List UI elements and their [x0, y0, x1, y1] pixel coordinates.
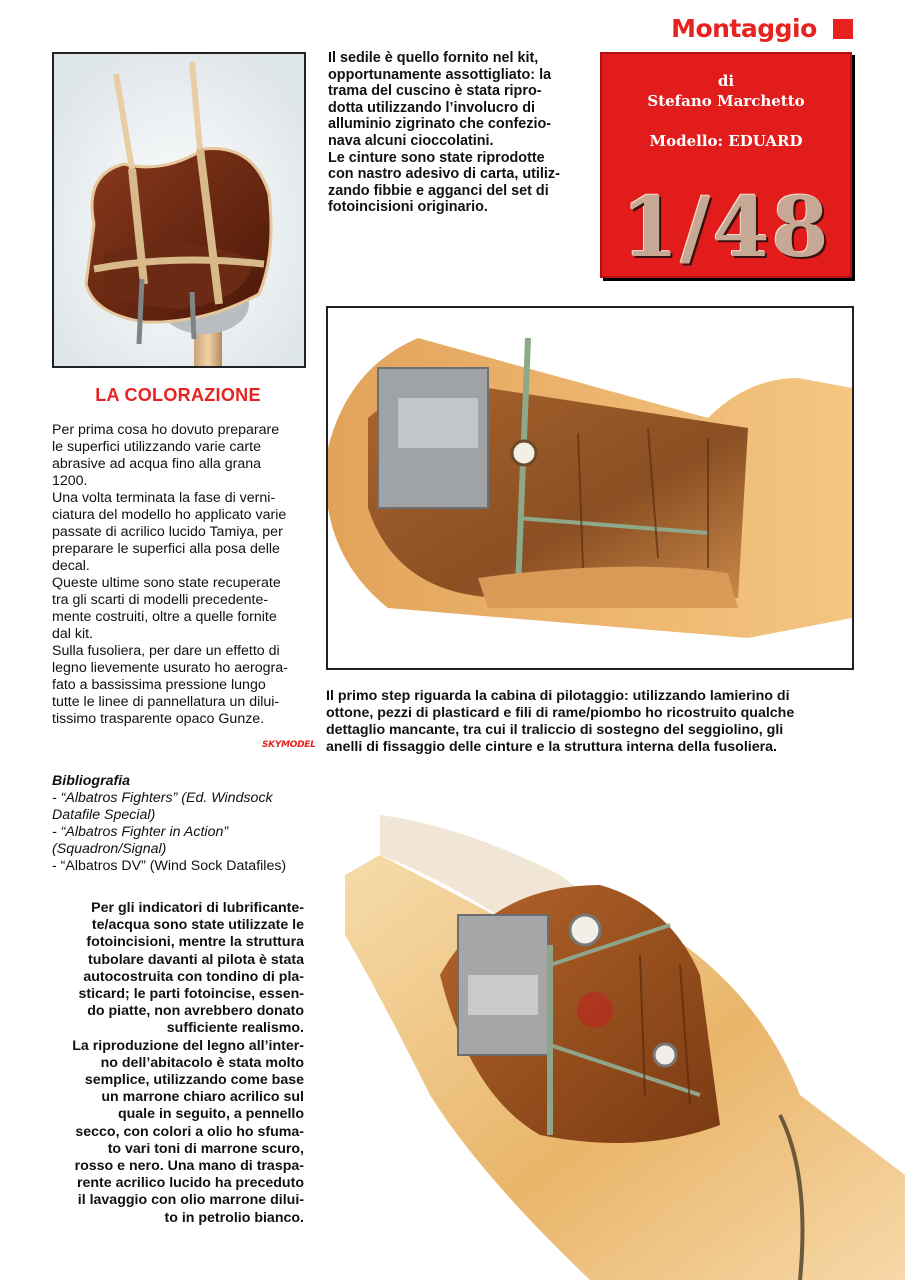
text-line: semplice, utilizzando come base [84, 1072, 304, 1089]
text-line: Per gli indicatori di lubrificante- [91, 900, 304, 916]
text-line: Il sedile è quello fornito nel kit, [328, 50, 539, 66]
square-marker-icon [833, 19, 853, 39]
text-line: le superfici utilizzando varie carte [52, 439, 261, 455]
author-name: Stefano Marchetto [647, 92, 805, 110]
text-line: zando fibbie e agganci del set di [328, 182, 549, 199]
bibliography-entry-cont: (Squadron/Signal) [52, 841, 167, 857]
text-line: autocostruita con tondino di pla- [83, 968, 304, 985]
text-line: to in petrolio bianco. [164, 1209, 304, 1226]
seat-photo [52, 52, 306, 368]
bibliography [52, 773, 304, 875]
coloration-paragraph [52, 422, 304, 728]
text-line: anelli di fissaggio delle cinture e la struttura interna della fusoliera. [326, 739, 777, 755]
text-line: Il primo step riguarda la cabina di pilotaggio: utilizzando lamierino di [326, 688, 790, 704]
text-line: te/acqua sono state utilizzate le [91, 917, 304, 934]
text-line: decal. [52, 558, 90, 574]
scale-label: 1/48 [621, 180, 831, 276]
text-line: Per prima cosa ho dovuto preparare [52, 422, 280, 438]
text-line: ciatura del modello ho applicato varie [52, 507, 287, 523]
text-line: Queste ultime sono state recuperate [52, 575, 281, 591]
section-label: Montaggio [671, 14, 853, 43]
text-line: alluminio zigrinato che confezio- [328, 116, 552, 133]
credit-box [600, 52, 852, 278]
bibliography-entry: - “Albatros Fighter in Action” [52, 824, 229, 840]
text-line: tutte le linee di pannellatura un dilui- [52, 694, 280, 710]
text-line: fotoincisioni originario. [328, 199, 488, 216]
skymodel-signature: SKYMODEL [262, 740, 316, 750]
text-line: sticard; le parti fotoincise, essen- [78, 986, 304, 1003]
model-name: Modello: EDUARD [649, 132, 803, 150]
text-line: fato a bassissima pressione lungo [52, 677, 266, 693]
section-title: LA COLORAZIONE [95, 385, 261, 405]
indicators-paragraph [48, 900, 304, 1227]
photo-caption [326, 688, 850, 756]
bibliography-entry: - “Albatros DV” (Wind Sock Datafiles) [52, 858, 287, 874]
text-line: sufficiente realismo. [166, 1020, 304, 1037]
cockpit-illustration [328, 308, 852, 668]
text-line: nava alcuni cioccolatini. [328, 132, 494, 149]
text-line: dal kit. [52, 626, 94, 642]
text-line: 1200. [52, 473, 88, 489]
text-line: trama del cuscino è stata ripro- [328, 83, 542, 100]
text-line: secco, con colori a olio ho sfuma- [75, 1123, 304, 1140]
text-line: to vari toni di marrone scuro, [107, 1140, 304, 1157]
text-line: mente costruiti, oltre a quelle fornite [52, 609, 277, 625]
credit-di: di [717, 72, 735, 90]
text-line: no dell’abitacolo è stata molto [100, 1054, 304, 1071]
text-line: tra gli scarti di modelli precedente- [52, 592, 269, 608]
bibliography-title: Bibliografia [52, 773, 131, 789]
text-line: ottone, pezzi di plasticard e fili di rame/piombo ho ricostruito qualche [326, 705, 795, 721]
text-line: tubolare davanti al pilota è stata [87, 951, 304, 968]
text-line: il lavaggio con olio marrone dilui- [77, 1192, 304, 1209]
seat-illustration [54, 54, 304, 366]
fuselage-cockpit-photo [340, 795, 905, 1280]
text-line: Una volta terminata la fase di verni- [52, 490, 276, 506]
intro-paragraph [328, 50, 583, 216]
bibliography-entry-cont: Datafile Special) [52, 807, 156, 823]
text-line: dettaglio mancante, tra cui il traliccio di sostegno del seggiolino, gli [326, 722, 784, 738]
text-line: opportunamente assottigliato: la [328, 66, 552, 83]
text-line: abrasive ad acqua fino alla grana [52, 456, 262, 472]
text-line: preparare le superfici alla posa delle [52, 541, 280, 557]
text-line: quale in seguito, a pennello [117, 1106, 304, 1123]
text-line: rosso e nero. Una mano di traspa- [74, 1158, 304, 1175]
cockpit-photo [326, 306, 854, 670]
text-line: dotta utilizzando l’involucro di [328, 99, 536, 116]
text-line: Le cinture sono state riprodotte [328, 149, 545, 166]
text-line: Sulla fusoliera, per dare un effetto di [52, 643, 280, 659]
text-line: passate di acrilico lucido Tamiya, per [52, 524, 283, 540]
fuselage-illustration [340, 795, 905, 1280]
text-line: con nastro adesivo di carta, utiliz- [328, 166, 560, 183]
text-line: do piatte, non avrebbero donato [87, 1003, 304, 1020]
text-line: La riproduzione del legno all’inter- [72, 1037, 304, 1054]
text-line: un marrone chiaro acrilico sul [101, 1089, 304, 1106]
text-line: tissimo trasparente opaco Gunze. [52, 711, 265, 727]
text-line: legno lievemente usurato ho aerogra- [52, 660, 288, 676]
bibliography-entry: - “Albatros Fighters” (Ed. Windsock [52, 790, 273, 806]
text-line: fotoincisioni, mentre la struttura [86, 934, 304, 951]
text-line: rente acrilico lucido ha preceduto [76, 1175, 304, 1192]
